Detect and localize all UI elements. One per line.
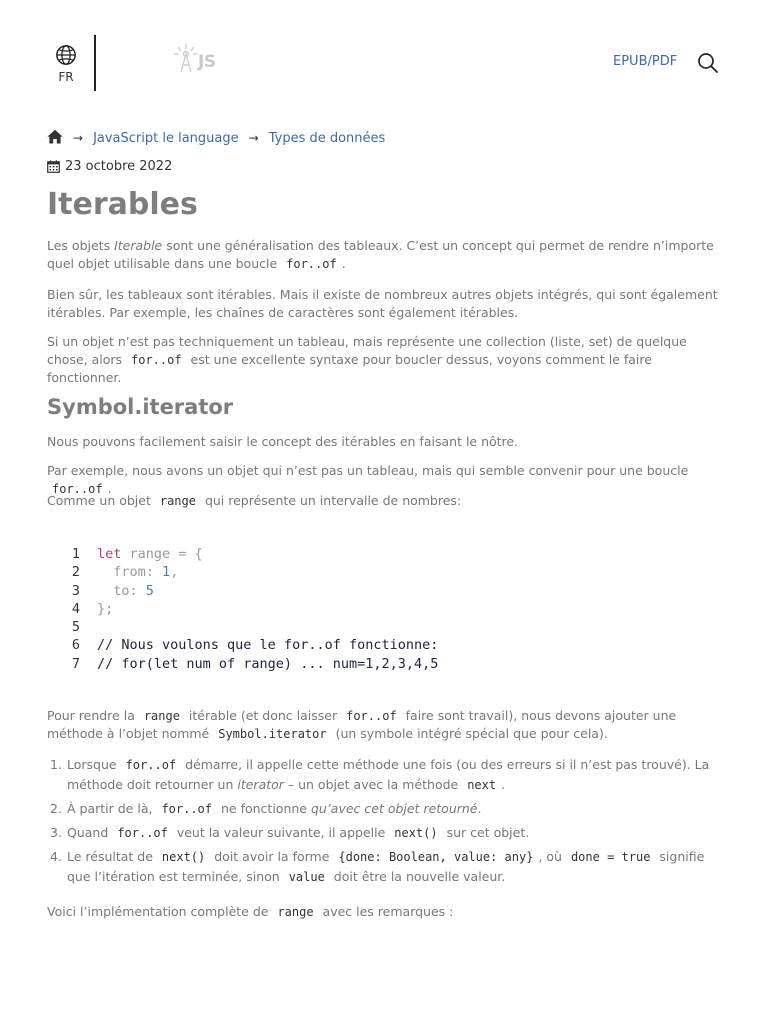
list-item (50, 823, 727, 843)
list-number: 1. (50, 757, 62, 772)
text: faire sont travail), nous devons ajouter une méthode à l’objet nommé (47, 708, 677, 741)
code-line (64, 582, 724, 600)
inline-code: for..of (131, 353, 182, 367)
list-number: 4. (50, 849, 62, 864)
text: Le résultat de (67, 849, 157, 864)
text: Si un objet n’est pas techniquement un tableau, mais représente une collection (liste, set) de quelque chose, alors (47, 334, 687, 367)
text: doit être la nouvelle valeur. (329, 869, 506, 884)
code-line (64, 655, 724, 673)
text: doit avoir la forme (210, 849, 334, 864)
inline-code: value (288, 870, 325, 884)
epub-pdf-link[interactable]: EPUB/PDF (613, 54, 678, 69)
breadcrumb-separator: → (73, 131, 84, 145)
code-property: from (97, 564, 146, 581)
text: Lorsque (67, 757, 121, 772)
list-item (50, 847, 727, 887)
code-text: : (129, 582, 146, 599)
inline-code: range (277, 905, 314, 919)
text: À partir de là, (67, 801, 157, 816)
text: . (107, 481, 112, 496)
breadcrumb-javascript-language[interactable]: JavaScript le language (93, 130, 239, 146)
text: sur cet objet. (442, 825, 530, 840)
code-comment: // Nous voulons que le for..of fonctionne: (97, 637, 439, 654)
inline-code: for..of (346, 709, 397, 723)
line-number: 6 (71, 637, 80, 654)
line-number: 2 (71, 564, 80, 581)
emphasis-text: qu’avec cet objet retourné (310, 801, 478, 816)
text: qui représente un intervalle de nombres: (200, 493, 462, 508)
code-text: : (145, 564, 163, 581)
steps-list (50, 755, 727, 891)
date-text: 23 octobre 2022 (65, 159, 173, 174)
code-text: }; (97, 600, 114, 617)
text: Quand (67, 825, 113, 840)
calendar-icon (47, 160, 60, 173)
text: Les objets (47, 238, 115, 253)
inline-code: for..of (286, 257, 337, 271)
article-date (47, 159, 172, 174)
explanation-paragraph (47, 707, 727, 743)
text: itérable (et donc laisser (184, 708, 342, 723)
language-switcher[interactable] (54, 44, 78, 84)
line-number: 1 (71, 546, 80, 562)
search-icon (697, 52, 719, 74)
section-title: Symbol.iterator (47, 395, 234, 419)
inline-code: next() (394, 826, 438, 840)
line-number: 7 (71, 655, 80, 672)
text: Comme un objet (47, 493, 155, 508)
code-line (64, 618, 724, 636)
header-divider (94, 35, 96, 91)
site-header (0, 0, 768, 100)
text: . (501, 777, 506, 792)
inline-code: next() (161, 850, 206, 864)
list-number: 2. (50, 801, 62, 816)
globe-icon (55, 44, 77, 66)
breadcrumb-home[interactable] (47, 129, 63, 148)
code-line (64, 563, 724, 581)
inline-code: range (159, 494, 196, 508)
text: . (477, 801, 482, 816)
inline-code: range (143, 709, 180, 723)
inline-code: Symbol.iterator (218, 727, 327, 741)
code-line (64, 636, 724, 654)
code-property: to (97, 582, 130, 599)
text: est une excellente syntaxe pour boucler dessus, voyons comment le faire fonctionner. (47, 352, 652, 385)
code-number: 1 (162, 564, 171, 581)
text: avec les remarques : (318, 904, 454, 919)
inline-code: {done: Boolean, value: any} (338, 850, 534, 864)
line-number: 5 (71, 619, 80, 636)
inline-code: for..of (117, 826, 168, 840)
text: Voici l’implémentation complète de (47, 904, 273, 919)
section-paragraph-3 (47, 492, 727, 510)
text: Pour rendre la (47, 708, 139, 723)
inline-code: for..of (125, 758, 177, 772)
text: (un symbole intégré spécial que pour cela). (331, 726, 608, 741)
search-button[interactable] (697, 52, 719, 74)
breadcrumb-separator: → (248, 131, 259, 145)
breadcrumb-data-types[interactable]: Types de données (268, 130, 386, 146)
emphasis-text: iterator (237, 777, 284, 792)
text: sont une généralisation des tableaux. C’est un concept qui permet de rendre n’importe quel objet utilisable dans une boucle (47, 238, 714, 271)
code-block[interactable] (64, 545, 724, 673)
page-title: Iterables (47, 187, 198, 222)
final-paragraph (47, 903, 727, 921)
text: ne fonctionne (217, 801, 311, 816)
intro-paragraph-2: Bien sûr, les tableaux sont itérables. Mais il existe de nombreux autres objets intégrés, qui sont également itérables. Par exemple, les chaînes de caractères sont également itérables. (47, 287, 718, 320)
code-text: range = { (121, 546, 203, 562)
code-keyword: let (97, 546, 122, 562)
text: veut la valeur suivante, il appelle (172, 825, 390, 840)
inline-code: next (467, 778, 497, 792)
code-number: 5 (145, 582, 154, 599)
emphasis-text: Iterable (114, 238, 163, 253)
section-paragraph-1: Nous pouvons facilement saisir le concept des itérables en faisant le nôtre. (47, 434, 519, 449)
line-number: 4 (71, 600, 80, 617)
text: – un objet avec la méthode (283, 777, 463, 792)
list-number: 3. (50, 825, 62, 840)
inline-code: for..of (52, 482, 103, 496)
intro-paragraph-3 (47, 333, 727, 387)
list-item (50, 799, 727, 819)
home-icon (47, 129, 63, 144)
intro-paragraph-1 (47, 237, 727, 273)
list-item (50, 755, 727, 795)
code-comment: // for(let num of range) ... num=1,2,3,4,5 (97, 655, 439, 672)
inline-code: for..of (161, 802, 213, 816)
text: signifie que l’itération est terminée, sinon (67, 849, 705, 884)
code-line (64, 545, 724, 563)
inline-code: done = true (570, 850, 651, 864)
text: Par exemple, nous avons un objet qui n’est pas un tableau, mais qui semble convenir pour une boucle (47, 463, 689, 478)
language-label: FR (58, 70, 74, 84)
line-number: 3 (71, 582, 80, 599)
text: démarre, il appelle cette méthode une fois (ou des erreurs si il n’est pas trouvé). La méthode doit retourner un (67, 757, 710, 792)
code-line (64, 600, 724, 618)
text: , où (538, 849, 566, 864)
breadcrumb (47, 129, 385, 147)
code-text: , (170, 564, 179, 581)
text: . (341, 256, 346, 271)
logo-text: JS (198, 52, 216, 72)
